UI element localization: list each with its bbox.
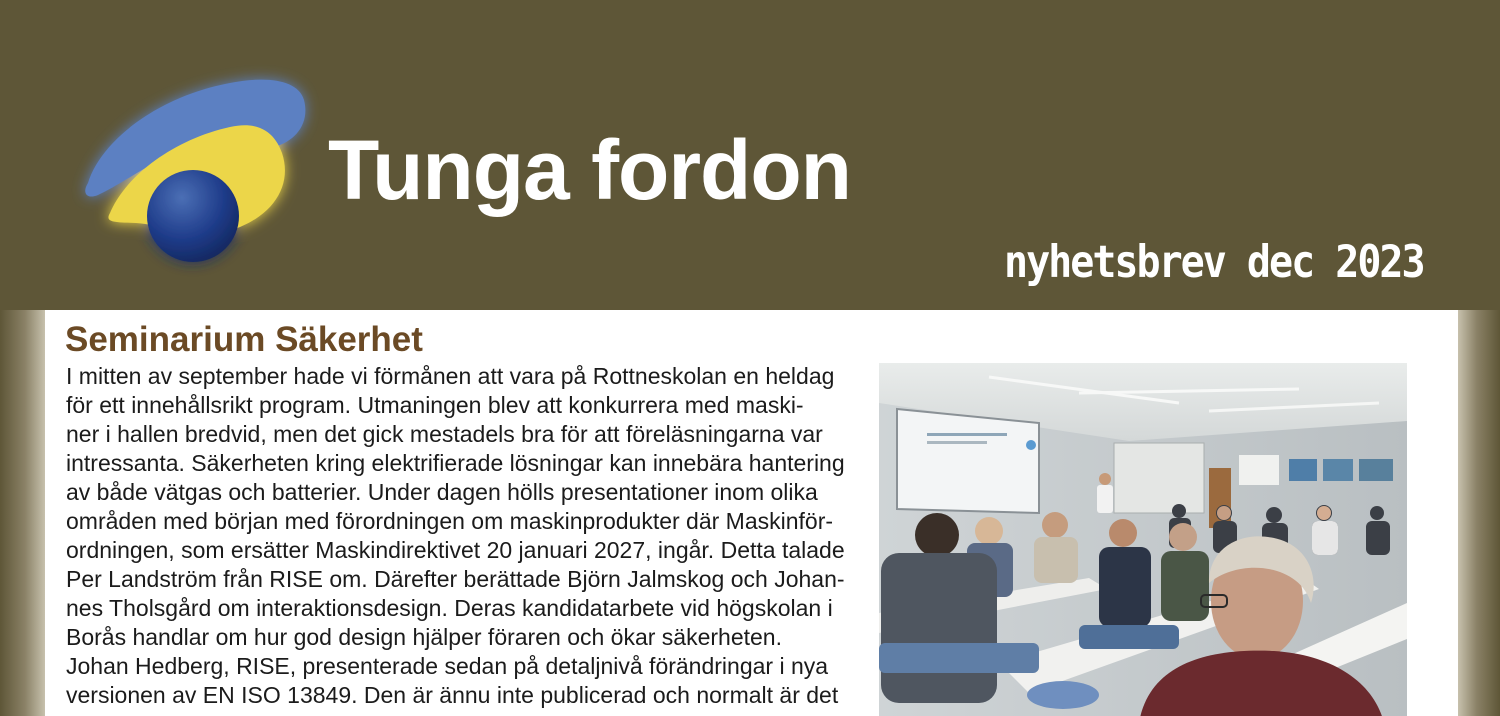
article-line: versionen av EN ISO 13849. Den är ännu inte publicerad och normalt är det — [66, 682, 839, 708]
article-line: ordningen, som ersätter Maskindirektivet 20 januari 2027, ingår. Detta talade — [66, 537, 845, 563]
tunga-fordon-logo-icon — [60, 55, 330, 280]
article-body — [66, 362, 866, 710]
newsletter-issue-label: nyhetsbrev dec 2023 — [1004, 236, 1424, 289]
newsletter-header — [0, 0, 1500, 310]
article-line: intressanta. Säkerheten kring elektrifierade lösningar kan innebära hantering — [66, 450, 845, 476]
article-line: av både vätgas och batterier. Under dagen hölls presentationer inom olika — [66, 479, 818, 505]
article-line: I mitten av september hade vi förmånen att vara på Rottneskolan en heldag — [66, 363, 835, 389]
newsletter-title: Tunga fordon — [328, 123, 851, 217]
page-shadow-right — [1458, 310, 1500, 716]
article-page — [45, 310, 1458, 716]
article-line: Borås handlar om hur god design hjälper föraren och ökar säkerheten. — [66, 624, 782, 650]
article-line: för ett innehållsrikt program. Utmaningen blev att konkurrera med maski- — [66, 392, 804, 418]
article-line: ner i hallen bredvid, men det gick mestadels bra för att föreläsningarna var — [66, 421, 823, 447]
article-heading: Seminarium Säkerhet — [65, 320, 423, 359]
article-line: områden med början med förordningen om maskinprodukter där Maskinför- — [66, 508, 834, 534]
seminar-photo — [879, 363, 1407, 716]
article-line: nes Tholsgård om interaktionsdesign. Deras kandidatarbete vid högskolan i — [66, 595, 833, 621]
article-line: Per Landström från RISE om. Därefter berättade Björn Jalmskog och Johan- — [66, 566, 845, 592]
page-shadow-left — [0, 310, 45, 716]
article-line: Johan Hedberg, RISE, presenterade sedan på detaljnivå förändringar i nya — [66, 653, 829, 679]
